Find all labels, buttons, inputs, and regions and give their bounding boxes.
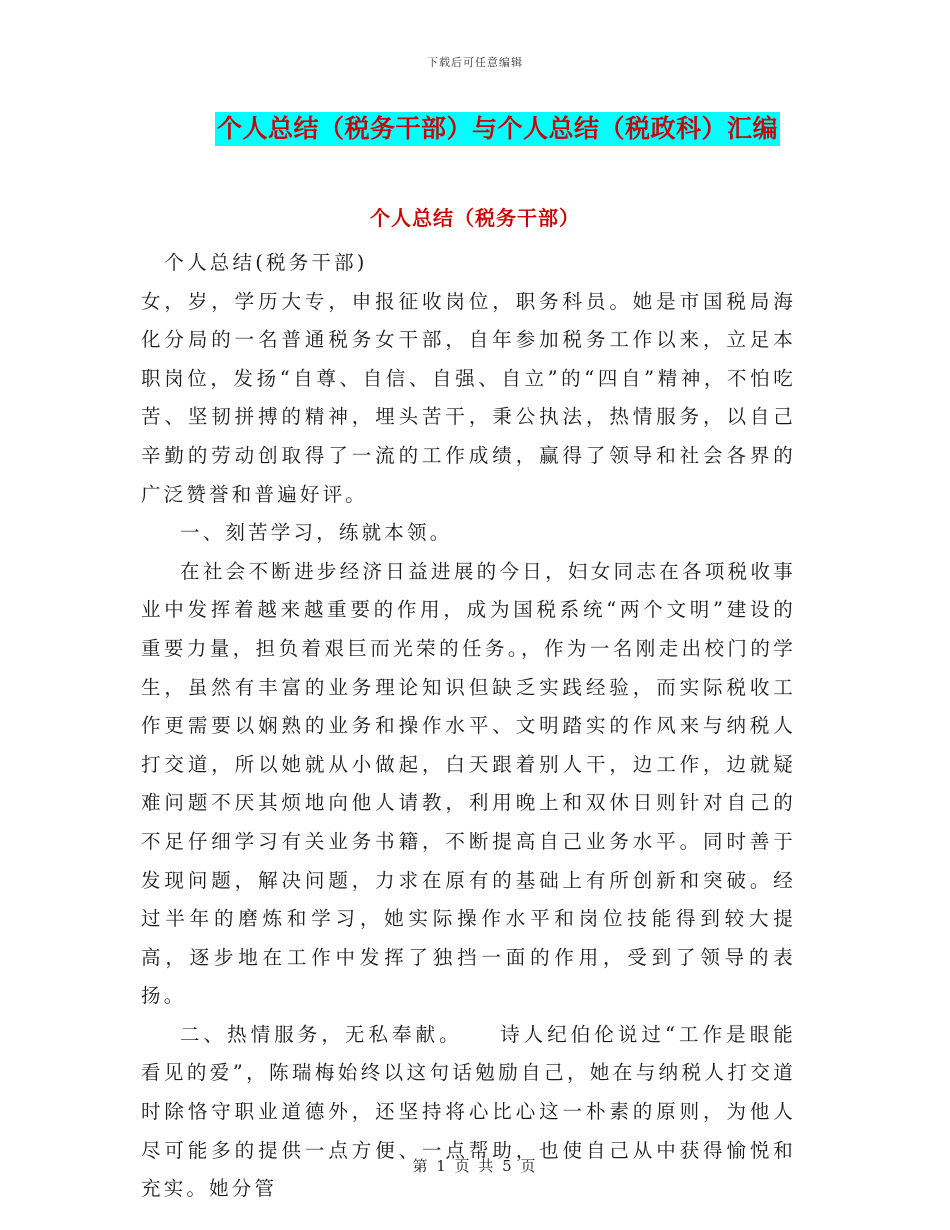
body-paragraph-study: 在社会不断进步经济日益进展的今日，妇女同志在各项税收事业中发挥着越来越重要的作用，成为国税系统“两个文明”建设的重要力量，担负着艰巨而光荣的任务。，作为一名刚走出校门的学生，虽然有丰富的业务理论知识但缺乏实践经验，而实际税收工作更需要以娴熟的业务和操作水平、文明踏实的作风来与纳税人打交道，所以她就从小做起，白天跟着别人干，边工作，边就疑难问题不厌其烦地向他人请教，利用晚上和双休日则针对自己的不足仔细学习有关业务书籍，不断提高自己业务水平。同时善于发现问题，解决问题，力求在原有的基础上有所创新和突破。经过半年的磨炼和学习，她实际操作水平和岗位技能得到较大提高，逐步地在工作中发挥了独挡一面的作用，受到了领导的表扬。 (141, 559, 796, 1008)
page-header-note: 下载后可任意编辑 (427, 56, 523, 69)
page-footer: 第 1 页 共 5 页 (412, 1157, 538, 1175)
main-title: 个人总结（税务干部）与个人总结（税政科）汇编 (215, 112, 780, 146)
body-heading-line: 个人总结(税务干部) (164, 251, 368, 274)
document-body (141, 244, 796, 1209)
body-paragraph-intro: 女，岁，学历大专，申报征收岗位，职务科员。她是市国税局海化分局的一名普通税务女干部，自年参加税务工作以来，立足本职岗位，发扬“自尊、自信、自强、自立”的“四自”精神，不怕吃苦、坚韧拼搏的精神，埋头苦干，秉公执法，热情服务，以自己辛勤的劳动创取得了一流的工作成绩，赢得了领导和社会各界的广泛赞誉和普遍好评。 (141, 289, 796, 506)
section-title: 个人总结（税务干部） (370, 206, 580, 230)
section-heading-1: 一、刻苦学习，练就本领。 (180, 521, 453, 545)
main-title-container (0, 112, 950, 146)
body-paragraph-service: 二、热情服务，无私奉献。 诗人纪伯伦说过“工作是眼能看见的爱”，陈瑞梅始终以这句话勉励自己，她在与纳税人打交道时除恪守职业道德外，还坚持将心比心这一朴素的原则，为他人尽可能多的提供一点方便、一点帮助，也使自己从中获得愉悦和充实。她分管 (141, 1022, 796, 1201)
